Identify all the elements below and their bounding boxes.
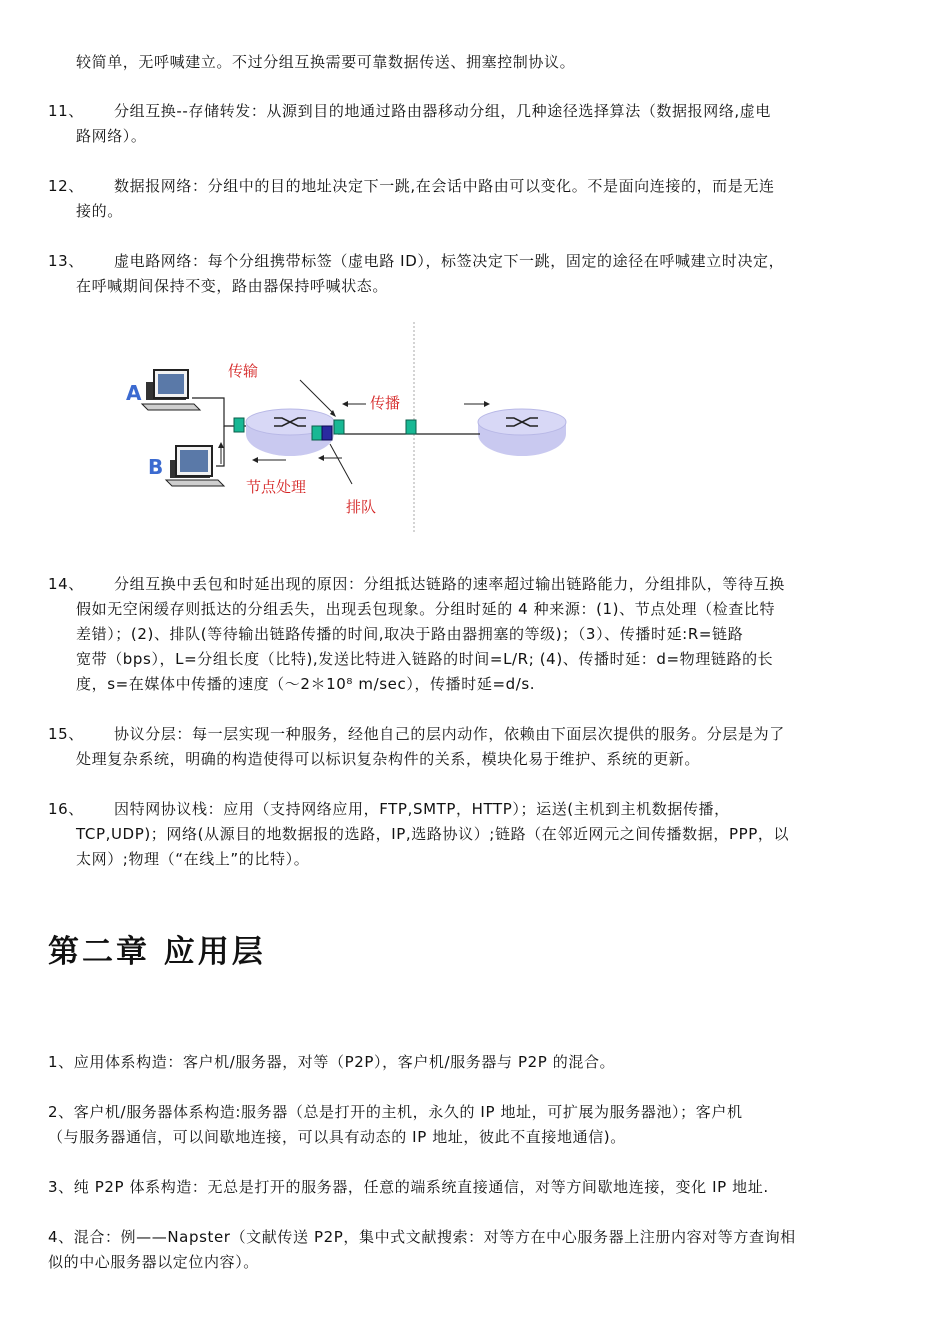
packet-transmit <box>334 420 344 434</box>
label-queueing: 排队 <box>346 498 377 516</box>
list-item-16: 16、 因特网协议栈：应用（支持网络应用，FTP,SMTP，HTTP）；运送(主机到主机数据传播， TCP,UDP)；网络(从源目的地数据报的选路，IP,选路协议）;链路（在邻近网元之间传播数据，PPP，以 太网）;物理（“在线上”的比特）。 <box>48 797 906 872</box>
host-b-computer-icon <box>166 446 224 486</box>
item-number: 12、 <box>48 177 84 195</box>
packet-delay-diagram <box>120 318 600 538</box>
packet-queue-1 <box>312 426 322 440</box>
ch2-item-1: 1、应用体系构造：客户机/服务器，对等（P2P），客户机/服务器与 P2P 的混合。 <box>48 1053 616 1071</box>
ch2-item-4: 4、混合：例——Napster（文献传送 P2P，集中式文献搜索：对等方在中心服务器上注册内容对等方查询相 似的中心服务器以定位内容）。 <box>48 1228 796 1271</box>
packet-propagating <box>406 420 416 434</box>
item-number: 14、 <box>48 575 84 593</box>
ch2-item-3: 3、纯 P2P 体系构造：无总是打开的服务器，任意的端系统直接通信，对等方间歇地连接，变化 IP 地址. <box>48 1178 769 1196</box>
item-number: 11、 <box>48 102 84 120</box>
intro-line: 较简单，无呼喊建立。不过分组互换需要可靠数据传送、拥塞控制协议。 <box>76 53 576 71</box>
ch2-item-2: 2、客户机/服务器体系构造:服务器（总是打开的主机，永久的 IP 地址，可扩展为服务器池）；客户机 （与服务器通信，可以间歇地连接，可以具有动态的 IP 地址，彼此不直接地通信)。 <box>48 1103 743 1146</box>
router-2-icon <box>478 409 566 456</box>
list-item-14: 14、 分组互换中丢包和时延出现的原因：分组抵达链路的速率超过输出链路能力，分组排队，等待互换 假如无空闲缓存则抵达的分组丢失，出现丢包现象。分组时延的 4 种来源：(1)、节点处理（检查比特 差错）；(2)、排队(等待输出链路传播的时间,取决于路由器拥塞的等级)；（3）、传播时延:R=链路 宽带（bps），L=分组长度（比特),发送比特进入链路的时间=L/R; (4)、传播时延：d=物理链路的长 度，s=在媒体中传播的速度（～2＊10⁸ m/sec），传播时延=d/s. <box>48 572 906 697</box>
packet-queue-2 <box>322 426 332 440</box>
arrow-to-router <box>300 380 334 414</box>
list-item-13: 13、 虚电路网络：每个分组携带标签（虚电路 ID），标签决定下一跳，固定的途径在呼喊建立时决定， 在呼喊期间保持不变，路由器保持呼喊状态。 <box>48 249 906 299</box>
label-propagation: 传播 <box>370 394 401 412</box>
item-number: 13、 <box>48 252 84 270</box>
list-item-12: 12、 数据报网络：分组中的目的地址决定下一跳,在会话中路由可以变化。不是面向连接的，而是无连 接的。 <box>48 174 906 224</box>
item-number: 16、 <box>48 800 84 818</box>
label-node-processing: 节点处理 <box>246 478 307 496</box>
host-a-computer-icon <box>142 370 200 410</box>
packet-input <box>234 418 244 432</box>
host-a-label: A <box>126 381 142 405</box>
list-item-15: 15、 协议分层：每一层实现一种服务，经他自己的层内动作，依赖由下面层次提供的服务。分层是为了 处理复杂系统，明确的构造使得可以标识复杂构件的关系，模块化易于维护、系统的更新。 <box>48 722 906 772</box>
arrow-queue-diag <box>330 444 352 484</box>
item-number: 15、 <box>48 725 84 743</box>
host-b-label: B <box>148 455 164 479</box>
chapter-title: 第二章 应用层 <box>48 934 266 970</box>
list-item-11: 11、 分组互换--存储转发：从源到目的地通过路由器移动分组，几种途径选择算法（数据报网络,虚电 路网络）。 <box>48 99 906 149</box>
label-transmission: 传输 <box>228 362 259 380</box>
